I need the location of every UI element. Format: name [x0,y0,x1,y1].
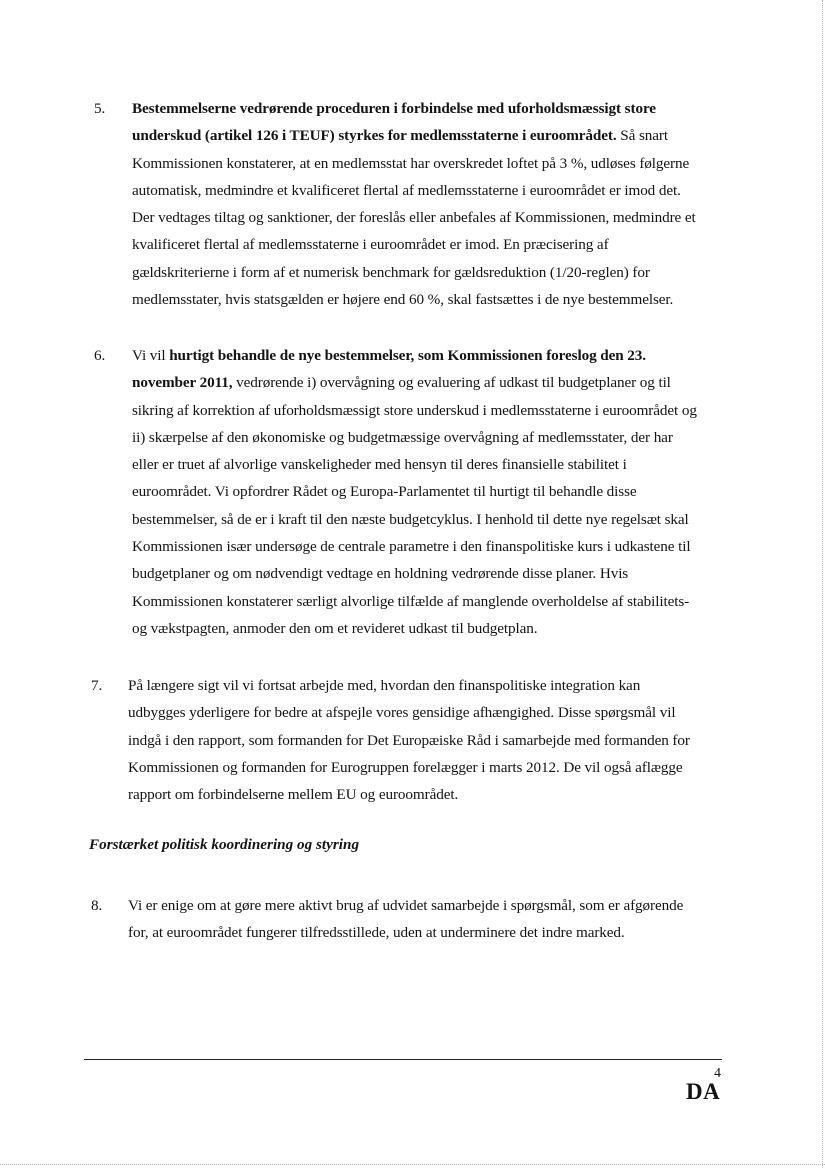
paragraph-line: Kommissionen især undersøge de centrale parametre i den finanspolitiske kurs i udkastene til [132,538,691,556]
paragraph-line: ii) skærpelse af den økonomiske og budgetmæssige overvågning af medlemsstater, der har [132,428,673,446]
footer-divider [84,1059,722,1060]
paragraph-line: Kommissionen konstaterer, at en medlemsstat har overskredet loftet på 3 %, udløses følgerne [132,154,690,172]
language-code: DA [686,1079,721,1104]
paragraph-line: medlemsstater, hvis statsgælden er højere end 60 %, skal fastsættes i de nye bestemmelser. [132,291,674,309]
paragraph-number: 7. [91,677,103,694]
paragraph-number: 6. [94,347,106,364]
paragraph-line: indgå i den rapport, som formanden for Det Europæiske Råd i samarbejde med formanden for [128,731,690,749]
paragraph-line: Vi er enige om at gøre mere aktivt brug af udvidet samarbejde i spørgsmål, som er afgørende [128,897,684,914]
bold-text: underskud (artikel 126 i TEUF) styrkes for medlemsstaterne i euroområdet. [132,127,617,145]
paragraph-line [132,342,697,369]
paragraph-line: bestemmelser, så de er i kraft til den næste budgetcyklus. I henhold til dette nye regelsæt skal [132,510,689,528]
paragraph-line: Der vedtages tiltag og sanktioner, der foreslås eller anbefales af Kommissionen, medmindre et [132,209,696,227]
paragraph-line: euroområdet. Vi opfordrer Rådet og Europa-Parlamentet til hurtigt til behandle disse [132,483,637,501]
paragraph-line: På længere sigt vil vi fortsat arbejde med, hvordan den finanspolitiske integration kan [128,677,641,694]
paragraph-line: gældskriterierne i form af et numerisk benchmark for gældsreduktion (1/20-reglen) for [132,263,650,281]
paragraph-line: sikring af korrektion af uforholdsmæssigt store underskud i medlemsstaterne i euroområdet og [132,401,697,419]
plain-text: Så snart [616,127,668,145]
scan-edge-divider [822,0,823,1168]
page-number: 4 [714,1066,721,1081]
paragraph-line: og vækstpagten, anmoder den om et revideret udkast til budgetplan. [132,619,538,637]
paragraph-line: kvalificeret flertal af medlemsstaterne i euroområdet er imod. En præcisering af [132,236,609,254]
paragraph-line: budgetplaner og om nødvendigt vedtage en holdning vedrørende disse planer. Hvis [132,565,629,583]
paragraph-body [128,672,690,808]
scan-edge-divider [0,1164,825,1165]
paragraph-line: for, at euroområdet fungerer tilfredsstillede, uden at underminere det indre marked. [128,924,625,942]
paragraph-number: 5. [94,100,106,117]
bold-text: november 2011, [132,374,233,392]
bold-text: Bestemmelserne vedrørende proceduren i forbindelse med uforholdsmæssigt store [132,100,656,117]
paragraph-body [128,892,683,947]
paragraph-line [132,95,696,122]
paragraph-line: eller er truet af alvorlige vanskeligheder med hensyn til deres finansielle stabilitet i [132,456,627,474]
paragraph-line: udbygges yderligere for bedre at afspejle vores gensidige afhængighed. Disse spørgsmål vil [128,704,676,722]
paragraph-line [132,369,697,396]
section-heading: Forstærket politisk koordinering og styring [89,836,360,853]
paragraph-line [132,122,696,149]
paragraph-body [132,342,697,642]
paragraph-line: Kommissionen konstaterer særligt alvorlige tilfælde af manglende overholdelse af stabilitets- [132,592,690,610]
plain-text: Vi vil [132,347,170,364]
paragraph-line: rapport om forbindelserne mellem EU og euroområdet. [128,786,459,804]
paragraph-line: automatisk, medmindre et kvalificeret flertal af medlemsstaterne i euroområdet er imod det. [132,181,681,199]
bold-text: hurtigt behandle de nye bestemmelser, som Kommissionen foreslog den 23. [169,347,646,364]
plain-text: vedrørende i) overvågning og evaluering af udkast til budgetplaner og til [232,374,671,392]
paragraph-number: 8. [91,897,103,914]
paragraph-body [132,95,696,313]
paragraph-line: Kommissionen og formanden for Eurogruppen forelægger i marts 2012. De vil også aflægge [128,758,683,776]
